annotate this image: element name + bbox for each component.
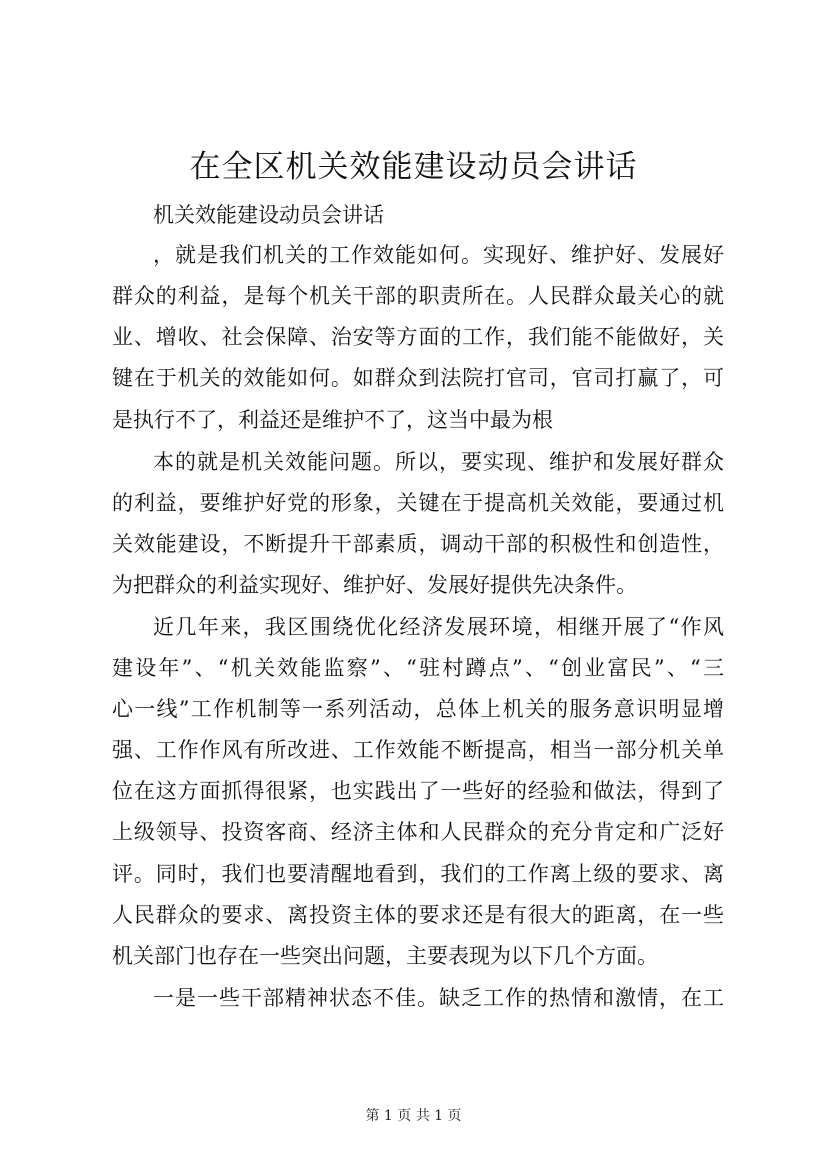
body-line-2: ，就是我们机关的工作效能如何。实现好、维护好、发展好 <box>153 243 724 267</box>
body-line-6: 是执行不了，利益还是维护不了，这当中最为根 <box>112 408 553 432</box>
page-number-footer: 第 1 页 共 1 页 <box>365 1108 462 1124</box>
document-title: 在全区机关效能建设动员会讲话 <box>189 149 638 185</box>
body-line-7: 本的就是机关效能问题。所以，要实现、维护和发展好群众 <box>153 450 724 474</box>
body-line-19: 机关部门也存在一些突出问题，主要表现为以下几个方面。 <box>112 944 658 968</box>
body-line-13: 心一线”工作机制等一系列活动，总体上机关的服务意识明显增 <box>112 697 724 721</box>
body-line-14: 强、工作作风有所改进、工作效能不断提高，相当一部分机关单 <box>112 738 724 762</box>
body-line-12: 建设年”、“机关效能监察”、“驻村蹲点”、“创业富民”、“三 <box>112 656 724 680</box>
body-line-1: 机关效能建设动员会讲话 <box>153 203 384 227</box>
body-line-5: 键在于机关的效能如何。如群众到法院打官司，官司打赢了，可 <box>112 366 724 390</box>
body-line-17: 评。同时，我们也要清醒地看到，我们的工作离上级的要求、离 <box>112 862 724 886</box>
body-line-8: 的利益，要维护好党的形象，关键在于提高机关效能，要通过机 <box>112 491 724 515</box>
body-line-16: 上级领导、投资客商、经济主体和人民群众的充分肯定和广泛好 <box>112 820 724 844</box>
body-line-11: 近几年来，我区围绕优化经济发展环境，相继开展了“作风 <box>153 615 724 639</box>
body-line-18: 人民群众的要求、离投资主体的要求还是有很大的距离，在一些 <box>112 903 724 927</box>
body-line-9: 关效能建设，不断提升干部素质，调动干部的积极性和创造性， <box>112 532 724 556</box>
body-line-3: 群众的利益，是每个机关干部的职责所在。人民群众最关心的就 <box>112 284 724 308</box>
body-line-4: 业、增收、社会保障、治安等方面的工作，我们能不能做好，关 <box>112 325 724 349</box>
body-line-20: 一是一些干部精神状态不佳。缺乏工作的热情和激情，在工 <box>153 986 724 1010</box>
body-line-10: 为把群众的利益实现好、维护好、发展好提供先决条件。 <box>112 573 637 597</box>
body-line-15: 位在这方面抓得很紧，也实践出了一些好的经验和做法，得到了 <box>112 779 724 803</box>
